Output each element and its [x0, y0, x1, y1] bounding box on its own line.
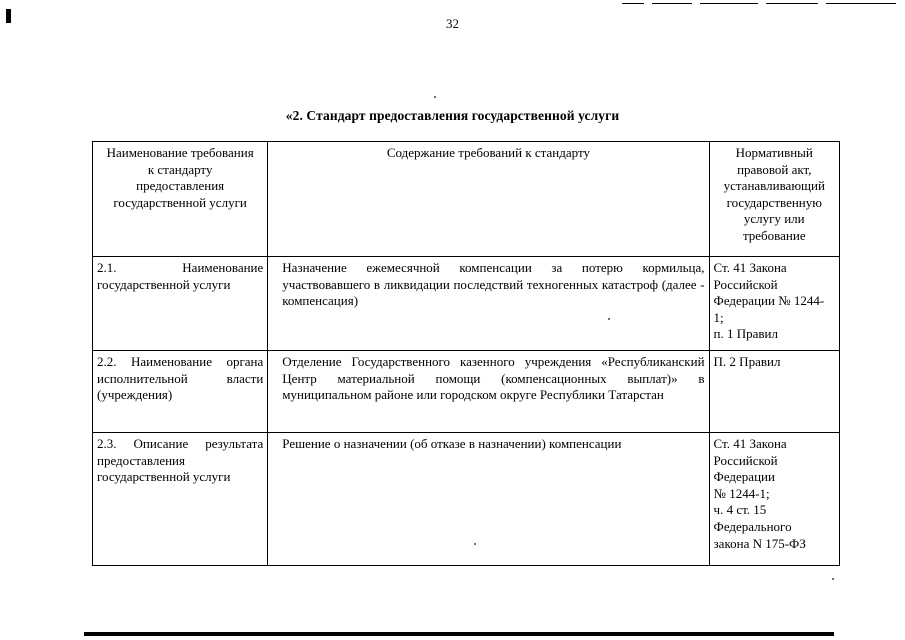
table-row: [93, 433, 840, 566]
header-legal-act: Нормативный правовой акт, устанавливающий государственную услугу или требование: [709, 142, 839, 257]
standard-table: [92, 141, 840, 566]
table-row: [93, 351, 840, 433]
scan-bottom-bar: [84, 632, 834, 636]
table-header-row: [93, 142, 840, 257]
row-requirement-name: 2.1. Наименование государственной услуги: [93, 257, 268, 351]
scan-speck: [434, 96, 436, 98]
row-legal-act: Ст. 41 Закона Российской Федерации № 1244- 1; п. 1 Правил: [709, 257, 839, 351]
row-legal-act: П. 2 Правил: [709, 351, 839, 433]
header-requirement-content: Содержание требований к стандарту: [268, 142, 709, 257]
section-title: «2. Стандарт предоставления государственной услуги: [285, 108, 620, 123]
row-requirement-content: Назначение ежемесячной компенсации за потерю кормильца, участвовавшего в ликвидации последствий техногенных катастроф (далее - компенсация): [268, 257, 709, 351]
scan-top-line: [826, 3, 896, 4]
scan-top-line: [700, 3, 758, 4]
page-number: 32: [446, 16, 459, 31]
row-requirement-name: 2.3. Описание результата предоставления государственной услуги: [93, 433, 268, 566]
header-requirement-name: Наименование требования к стандарту предоставления государственной услуги: [93, 142, 268, 257]
scan-top-line: [622, 3, 644, 4]
row-requirement-content: Решение о назначении (об отказе в назначении) компенсации: [268, 433, 709, 566]
scan-top-line: [766, 3, 818, 4]
row-requirement-name: 2.2. Наименование органа исполнительной власти (учреждения): [93, 351, 268, 433]
row-requirement-content: Отделение Государственного казенного учреждения «Республиканский Центр материальной помощи (компенсационных выплат)» в муниципальном районе или городском округе Республики Татарстан: [268, 351, 709, 433]
scan-speck: [832, 578, 834, 580]
scan-top-line: [652, 3, 692, 4]
row-legal-act: Ст. 41 Закона Российской Федерации № 1244-1; ч. 4 ст. 15 Федерального закона N 175-ФЗ: [709, 433, 839, 566]
table-row: [93, 257, 840, 351]
